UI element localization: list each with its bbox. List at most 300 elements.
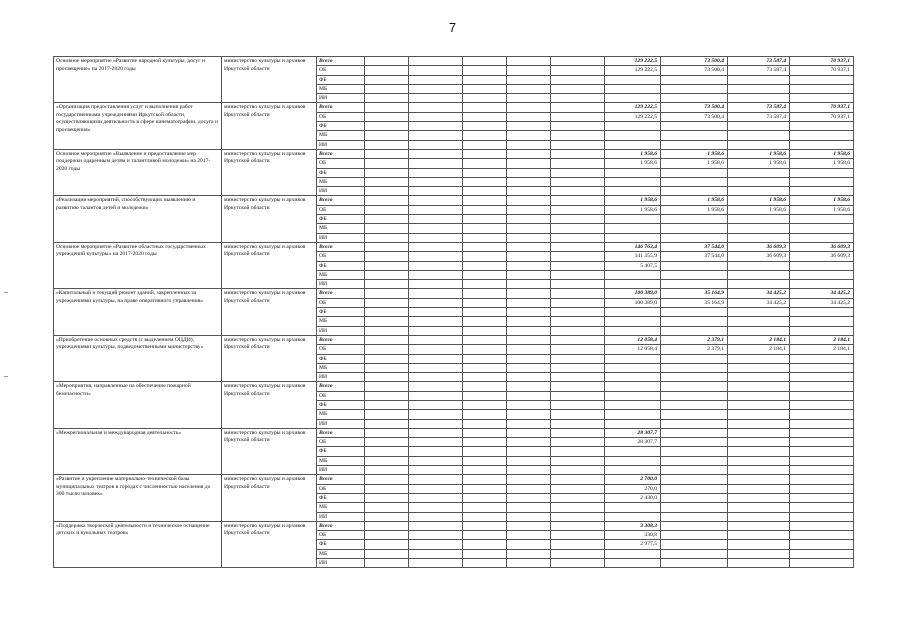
amount-cell (463, 428, 507, 437)
amount-cell (605, 94, 661, 103)
amount-cell (409, 75, 463, 84)
amount-cell (507, 252, 551, 261)
amount-cell (728, 75, 790, 84)
amount-cell (551, 363, 605, 372)
amount-cell (551, 57, 605, 66)
amount-cell (661, 382, 728, 391)
amount-cell (365, 391, 409, 400)
amount-cell: 34 425,2 (728, 289, 790, 298)
amount-cell (365, 484, 409, 493)
amount-cell (551, 410, 605, 419)
amount-cell: 1 958,6 (661, 149, 728, 158)
table-row (54, 428, 854, 437)
amount-cell (728, 484, 790, 493)
amount-cell (409, 298, 463, 307)
amount-cell (661, 419, 728, 428)
funding-source: МБ (317, 503, 365, 512)
amount-cell (551, 131, 605, 140)
amount-cell (605, 233, 661, 242)
funding-source: Всего (317, 57, 365, 66)
amount-cell (463, 298, 507, 307)
amount-cell: 1 958,6 (728, 205, 790, 214)
amount-cell (507, 503, 551, 512)
amount-cell (728, 280, 790, 289)
amount-cell (790, 438, 854, 447)
amount-cell: 2 184,1 (790, 335, 854, 344)
amount-cell (661, 261, 728, 270)
amount-cell (790, 177, 854, 186)
amount-cell (790, 382, 854, 391)
amount-cell: 70 937,1 (790, 57, 854, 66)
amount-cell: 73 500,4 (661, 57, 728, 66)
funding-source: ФБ (317, 400, 365, 409)
amount-cell (463, 531, 507, 540)
amount-cell (507, 308, 551, 317)
amount-cell (551, 140, 605, 149)
amount-cell (463, 354, 507, 363)
amount-cell (728, 549, 790, 558)
amount-cell (551, 335, 605, 344)
amount-cell (507, 196, 551, 205)
funding-source: Всего (317, 428, 365, 437)
amount-cell (728, 559, 790, 568)
amount-cell (507, 373, 551, 382)
amount-cell (463, 75, 507, 84)
amount-cell (365, 224, 409, 233)
amount-cell (728, 224, 790, 233)
amount-cell (551, 475, 605, 484)
amount-cell: 36 609,3 (790, 252, 854, 261)
responsible-executor: министерство культуры и архивов Иркутской области (222, 382, 317, 428)
amount-cell (605, 270, 661, 279)
responsible-executor: министерство культуры и архивов Иркутской области (222, 103, 317, 149)
amount-cell (661, 131, 728, 140)
amount-cell (507, 475, 551, 484)
amount-cell: 37 544,0 (661, 242, 728, 251)
amount-cell: 1 958,6 (661, 196, 728, 205)
amount-cell (507, 149, 551, 158)
amount-cell (507, 140, 551, 149)
amount-cell (507, 447, 551, 456)
funding-source: МБ (317, 84, 365, 93)
amount-cell (661, 466, 728, 475)
amount-cell (463, 122, 507, 131)
amount-cell (605, 177, 661, 186)
amount-cell (551, 205, 605, 214)
amount-cell (790, 391, 854, 400)
amount-cell (790, 493, 854, 502)
amount-cell (507, 122, 551, 131)
amount-cell (728, 140, 790, 149)
activity-name: «Межрегиональная и международная деятельность» (54, 428, 222, 474)
amount-cell: 100 389,0 (605, 289, 661, 298)
amount-cell: 34 425,2 (790, 289, 854, 298)
amount-cell (661, 531, 728, 540)
amount-cell (409, 540, 463, 549)
amount-cell (551, 345, 605, 354)
amount-cell (790, 447, 854, 456)
amount-cell (661, 122, 728, 131)
amount-cell (507, 159, 551, 168)
amount-cell (365, 308, 409, 317)
amount-cell (728, 493, 790, 502)
amount-cell (365, 373, 409, 382)
amount-cell (728, 308, 790, 317)
amount-cell (409, 410, 463, 419)
amount-cell (790, 466, 854, 475)
amount-cell (661, 456, 728, 465)
amount-cell (409, 428, 463, 437)
amount-cell (661, 512, 728, 521)
amount-cell (551, 187, 605, 196)
amount-cell (463, 549, 507, 558)
amount-cell (551, 354, 605, 363)
amount-cell (507, 94, 551, 103)
amount-cell (365, 57, 409, 66)
amount-cell (790, 168, 854, 177)
amount-cell: 73 500,4 (661, 112, 728, 121)
amount-cell (409, 103, 463, 112)
amount-cell (551, 177, 605, 186)
amount-cell (365, 400, 409, 409)
amount-cell (507, 317, 551, 326)
amount-cell (551, 493, 605, 502)
amount-cell (661, 354, 728, 363)
amount-cell: 129 222,5 (605, 57, 661, 66)
amount-cell (463, 270, 507, 279)
amount-cell (463, 447, 507, 456)
amount-cell (365, 475, 409, 484)
amount-cell (463, 131, 507, 140)
amount-cell (551, 447, 605, 456)
amount-cell (551, 456, 605, 465)
amount-cell (661, 373, 728, 382)
amount-cell (409, 215, 463, 224)
amount-cell (409, 317, 463, 326)
amount-cell (463, 57, 507, 66)
responsible-executor: министерство культуры и архивов Иркутской области (222, 196, 317, 242)
amount-cell (551, 261, 605, 270)
amount-cell (365, 428, 409, 437)
amount-cell (728, 447, 790, 456)
amount-cell (661, 484, 728, 493)
amount-cell (728, 391, 790, 400)
amount-cell (463, 280, 507, 289)
amount-cell: 70 937,1 (790, 103, 854, 112)
funding-source: МБ (317, 131, 365, 140)
amount-cell (790, 261, 854, 270)
amount-cell (790, 122, 854, 131)
funding-source: ФБ (317, 493, 365, 502)
amount-cell (728, 503, 790, 512)
amount-cell (507, 224, 551, 233)
amount-cell (790, 308, 854, 317)
amount-cell (661, 168, 728, 177)
funding-source: ОБ (317, 345, 365, 354)
amount-cell (365, 540, 409, 549)
amount-cell (661, 559, 728, 568)
funding-source: ОБ (317, 112, 365, 121)
amount-cell (409, 391, 463, 400)
amount-cell (728, 466, 790, 475)
amount-cell (661, 391, 728, 400)
page-number: 7 (448, 20, 457, 35)
amount-cell (605, 363, 661, 372)
amount-cell (605, 187, 661, 196)
amount-cell (409, 308, 463, 317)
amount-cell (605, 559, 661, 568)
amount-cell (463, 484, 507, 493)
amount-cell (507, 549, 551, 558)
amount-cell (605, 549, 661, 558)
funding-source: МБ (317, 317, 365, 326)
amount-cell: 1 958,6 (728, 159, 790, 168)
amount-cell: 36 609,3 (790, 242, 854, 251)
amount-cell (605, 215, 661, 224)
activity-name: «Организация предоставления услуг и выполнения работ государственными учреждениями Иркутской области, осуществляющими деятельность в сфере кинематографии, досуга и просвещения» (54, 103, 222, 149)
funding-source: ОБ (317, 66, 365, 75)
amount-cell (507, 493, 551, 502)
funding-source: ИИ (317, 559, 365, 568)
amount-cell (507, 242, 551, 251)
amount-cell (551, 103, 605, 112)
amount-cell (365, 493, 409, 502)
amount-cell (551, 438, 605, 447)
amount-cell (507, 298, 551, 307)
amount-cell: 37 544,0 (661, 252, 728, 261)
amount-cell (463, 149, 507, 158)
funding-source: Всего (317, 103, 365, 112)
responsible-executor: министерство культуры и архивов Иркутской области (222, 475, 317, 521)
table-row (54, 196, 854, 205)
amount-cell (409, 531, 463, 540)
amount-cell: 2 184,1 (728, 345, 790, 354)
funding-source: ФБ (317, 75, 365, 84)
amount-cell (507, 438, 551, 447)
activity-name: «Развитие и укрепление материально-технической базы муниципальных театров в городах с численностью населения до 300 тысяч человек» (54, 475, 222, 521)
amount-cell (605, 131, 661, 140)
amount-cell (409, 242, 463, 251)
amount-cell (409, 326, 463, 335)
amount-cell (605, 410, 661, 419)
amount-cell: 2 379,1 (661, 345, 728, 354)
amount-cell (551, 224, 605, 233)
funding-source: ИИ (317, 466, 365, 475)
amount-cell (790, 280, 854, 289)
amount-cell (409, 177, 463, 186)
funding-source: ОБ (317, 391, 365, 400)
amount-cell (365, 298, 409, 307)
amount-cell (661, 493, 728, 502)
amount-cell (605, 168, 661, 177)
amount-cell (463, 493, 507, 502)
amount-cell (463, 84, 507, 93)
funding-source: ОБ (317, 531, 365, 540)
amount-cell (551, 252, 605, 261)
amount-cell (661, 215, 728, 224)
amount-cell (365, 521, 409, 530)
funding-source: МБ (317, 177, 365, 186)
amount-cell (409, 252, 463, 261)
funding-source: Всего (317, 289, 365, 298)
amount-cell: 70 937,1 (790, 66, 854, 75)
funding-source: Всего (317, 242, 365, 251)
amount-cell (551, 122, 605, 131)
amount-cell (463, 261, 507, 270)
amount-cell: 129 222,5 (605, 103, 661, 112)
amount-cell (661, 84, 728, 93)
table-row (54, 149, 854, 158)
amount-cell (661, 438, 728, 447)
amount-cell (365, 317, 409, 326)
amount-cell (507, 345, 551, 354)
funding-source: ФБ (317, 168, 365, 177)
amount-cell (728, 456, 790, 465)
amount-cell (409, 438, 463, 447)
amount-cell (365, 512, 409, 521)
amount-cell (790, 187, 854, 196)
amount-cell (365, 168, 409, 177)
funding-source: ОБ (317, 298, 365, 307)
amount-cell (463, 242, 507, 251)
amount-cell (605, 503, 661, 512)
amount-cell (365, 122, 409, 131)
amount-cell (728, 428, 790, 437)
amount-cell (790, 410, 854, 419)
amount-cell (463, 140, 507, 149)
amount-cell (605, 447, 661, 456)
table-body (54, 57, 854, 568)
amount-cell (507, 261, 551, 270)
amount-cell (463, 66, 507, 75)
funding-source: ФБ (317, 261, 365, 270)
funding-source: ФБ (317, 540, 365, 549)
amount-cell (605, 456, 661, 465)
amount-cell (661, 326, 728, 335)
responsible-executor: министерство культуры и архивов Иркутской области (222, 289, 317, 335)
amount-cell (551, 373, 605, 382)
amount-cell (790, 428, 854, 437)
amount-cell (507, 456, 551, 465)
amount-cell (507, 270, 551, 279)
amount-cell (551, 280, 605, 289)
amount-cell: 70 937,1 (790, 112, 854, 121)
amount-cell (365, 363, 409, 372)
amount-cell (507, 289, 551, 298)
amount-cell (728, 540, 790, 549)
amount-cell (409, 503, 463, 512)
amount-cell: 73 587,4 (728, 57, 790, 66)
amount-cell (409, 66, 463, 75)
amount-cell (661, 410, 728, 419)
amount-cell (409, 466, 463, 475)
activity-name: «Мероприятия, направленные на обеспечение пожарной безопасности» (54, 382, 222, 428)
amount-cell: 1 958,6 (605, 159, 661, 168)
amount-cell (365, 149, 409, 158)
amount-cell (728, 363, 790, 372)
amount-cell (409, 559, 463, 568)
activity-name: «Поддержка творческой деятельности и техническое оснащение детских и кукольных театров» (54, 521, 222, 567)
amount-cell (605, 122, 661, 131)
activity-name: «Капитальный и текущий ремонт зданий, закрепленных за учреждениями культуры, на праве оперативного управления» (54, 289, 222, 335)
amount-cell: 129 222,5 (605, 112, 661, 121)
margin-mark (4, 292, 8, 293)
funding-source: Всего (317, 149, 365, 158)
amount-cell (507, 205, 551, 214)
amount-cell (507, 363, 551, 372)
amount-cell (409, 196, 463, 205)
amount-cell (507, 66, 551, 75)
amount-cell (507, 466, 551, 475)
amount-cell (507, 280, 551, 289)
amount-cell: 129 222,5 (605, 66, 661, 75)
amount-cell (507, 75, 551, 84)
amount-cell (409, 484, 463, 493)
amount-cell: 1 958,6 (728, 196, 790, 205)
amount-cell (507, 540, 551, 549)
amount-cell (409, 233, 463, 242)
amount-cell (507, 233, 551, 242)
amount-cell (728, 177, 790, 186)
amount-cell (790, 503, 854, 512)
amount-cell (551, 531, 605, 540)
amount-cell (790, 224, 854, 233)
amount-cell (551, 326, 605, 335)
amount-cell (551, 289, 605, 298)
amount-cell (728, 475, 790, 484)
amount-cell (728, 438, 790, 447)
amount-cell (409, 261, 463, 270)
amount-cell (507, 559, 551, 568)
amount-cell (463, 196, 507, 205)
amount-cell (409, 270, 463, 279)
amount-cell (728, 531, 790, 540)
amount-cell (661, 187, 728, 196)
table-row (54, 289, 854, 298)
amount-cell (463, 94, 507, 103)
amount-cell (790, 456, 854, 465)
amount-cell: 2 184,1 (728, 335, 790, 344)
amount-cell: 3 308,3 (605, 521, 661, 530)
amount-cell (790, 131, 854, 140)
amount-cell (605, 382, 661, 391)
amount-cell (463, 466, 507, 475)
amount-cell (605, 224, 661, 233)
amount-cell (790, 549, 854, 558)
amount-cell (463, 559, 507, 568)
amount-cell (605, 280, 661, 289)
amount-cell: 73 587,4 (728, 103, 790, 112)
amount-cell (409, 512, 463, 521)
amount-cell (409, 112, 463, 121)
amount-cell (605, 140, 661, 149)
amount-cell (551, 512, 605, 521)
amount-cell (551, 233, 605, 242)
amount-cell (790, 521, 854, 530)
amount-cell (551, 400, 605, 409)
amount-cell (365, 438, 409, 447)
amount-cell (728, 84, 790, 93)
amount-cell (409, 187, 463, 196)
funding-source: МБ (317, 363, 365, 372)
amount-cell (728, 94, 790, 103)
table-row (54, 382, 854, 391)
amount-cell (365, 354, 409, 363)
amount-cell (507, 131, 551, 140)
amount-cell (365, 270, 409, 279)
funding-source: ФБ (317, 354, 365, 363)
funding-source: ОБ (317, 205, 365, 214)
